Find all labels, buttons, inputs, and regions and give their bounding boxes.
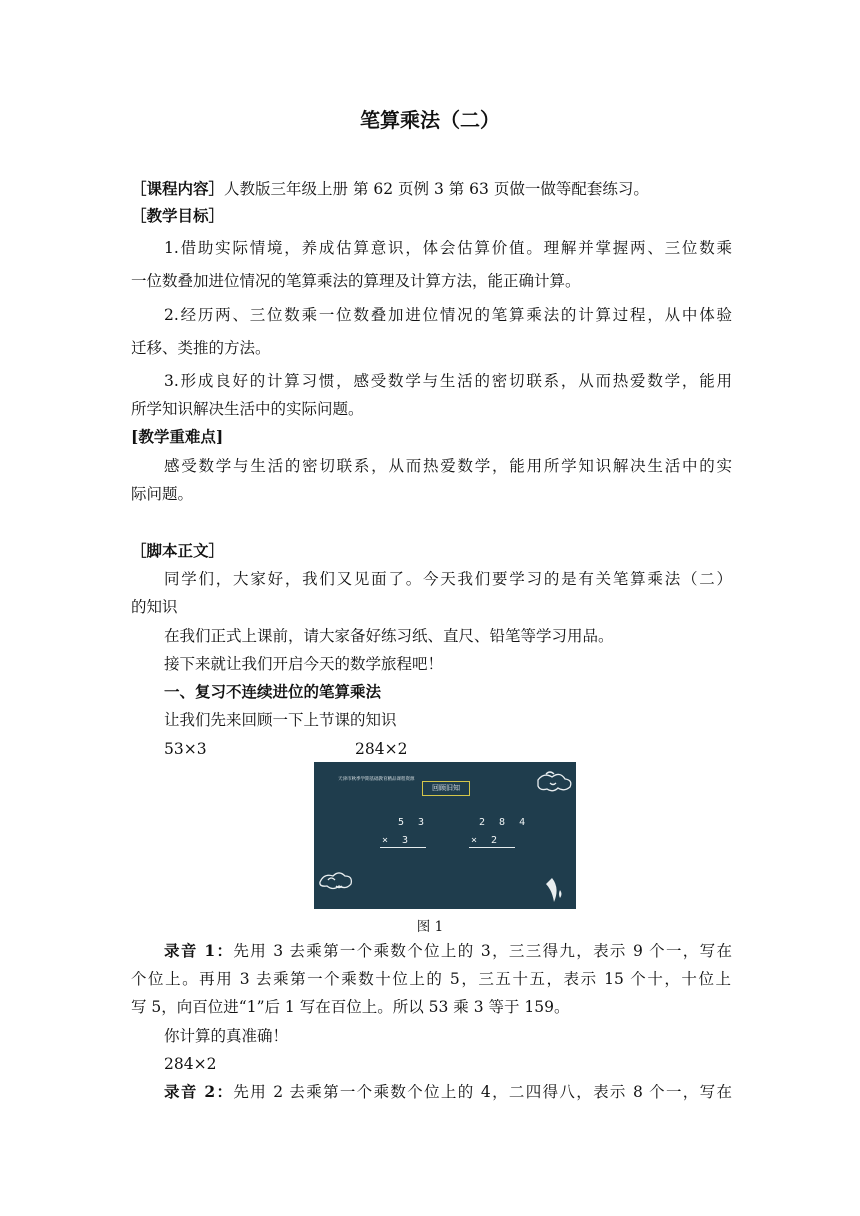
calc-1-top: 5 3 [398,817,429,828]
script-para-3: 接下来就让我们开启今天的数学旅程吧！ [164,655,444,673]
calc-1-bottom: × 3 [382,835,413,846]
course-content-label: ［课程内容］ [131,179,225,198]
figure-header-text: 天津市秋季学期基础教育精品课程资源 [338,777,415,782]
goal-1-line-1: 1.借助实际情境，养成估算意识，体会估算价值。理解并掌握两、三位数乘 [164,239,732,257]
audio-2-label: 录音 2： [164,1082,234,1101]
audio-1-line-3: 写 5，向百位进“1”后 1 写在百位上。所以 53 乘 3 等于 159。 [131,998,570,1016]
expression-53x3: 53×3 [164,740,207,758]
figure-1-image [314,762,576,909]
script-para-1-line-2: 的知识 [131,598,178,616]
course-content-line [131,178,731,200]
review-line: 让我们先来回顾一下上节课的知识 [164,711,397,729]
audio-1-label: 录音 1： [164,941,234,960]
page-title: 笔算乘法（二） [360,108,500,132]
expression-284x2-again: 284×2 [164,1055,217,1073]
goal-2-line-1: 2.经历两、三位数乘一位数叠加进位情况的笔算乘法的计算过程，从中体验 [164,306,732,324]
goal-3-line-2: 所学知识解决生活中的实际问题。 [131,400,364,418]
script-heading: ［脚本正文］ [131,541,225,560]
key-points-heading: [教学重难点] [131,427,224,446]
audio-1-text-1: 先用 3 去乘第一个乘数个位上的 3，三三得九，表示 9 个一，写在 [233,942,732,960]
script-para-1-line-1: 同学们，大家好，我们又见面了。今天我们要学习的是有关笔算乘法（二） [164,570,732,588]
praise-line: 你计算的真准确！ [164,1027,289,1045]
review-old-knowledge-button: 回顾旧知 [422,781,470,796]
calc-2-top: 2 8 4 [479,817,530,828]
figure-1-caption: 图 1 [416,919,444,935]
audio-2-line-1 [164,1081,732,1103]
expressions-line [164,738,732,760]
course-content-text: 人教版三年级上册 第 62 页例 3 第 63 页做一做等配套练习。 [224,180,649,198]
goal-2-line-2: 迁移、类推的方法。 [131,339,271,357]
goal-3-line-1: 3.形成良好的计算习惯，感受数学与生活的密切联系，从而热爱数学，能用 [164,372,732,390]
audio-2-text-1: 先用 2 去乘第一个乘数个位上的 4，二四得八，表示 8 个一，写在 [233,1083,732,1101]
audio-1-line-2: 个位上。再用 3 去乘第一个乘数十位上的 5，三五十五，表示 15 个十，十位上 [131,970,731,988]
cloud-decoration-icon [314,762,576,909]
expression-284x2: 284×2 [355,740,408,758]
script-para-2: 在我们正式上课前，请大家备好练习纸、直尺、铅笔等学习用品。 [164,627,614,645]
calc-2-bottom: × 2 [471,835,502,846]
audio-1-line-1 [164,940,732,962]
section-1-heading: 一、复习不连续进位的笔算乘法 [164,682,382,701]
teaching-goals-heading: ［教学目标］ [131,206,225,225]
key-points-line-1: 感受数学与生活的密切联系，从而热爱数学，能用所学知识解决生活中的实 [164,457,732,475]
goal-1-line-2: 一位数叠加进位情况的笔算乘法的算理及计算方法，能正确计算。 [131,272,581,290]
key-points-line-2: 际问题。 [131,485,194,503]
